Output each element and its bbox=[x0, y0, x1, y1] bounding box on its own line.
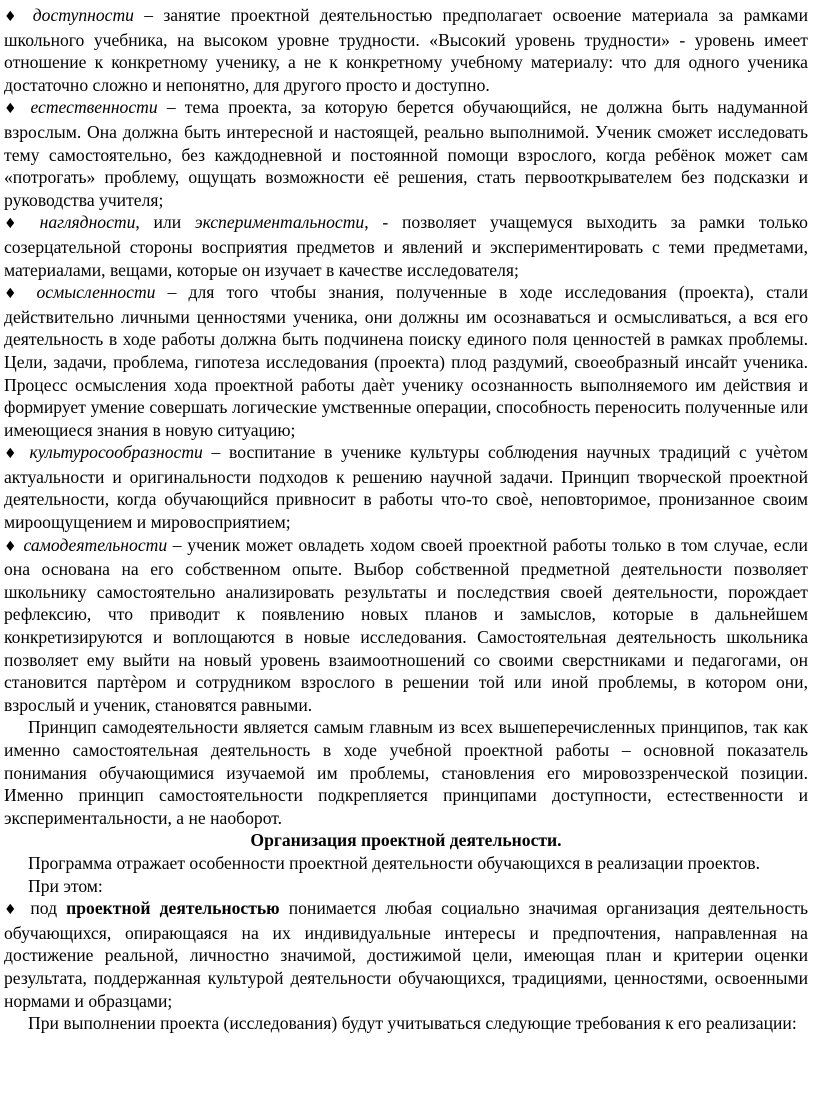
program-paragraph: Программа отражает особенности проектной деятельности обучающихся в реализации проектов. bbox=[28, 852, 760, 873]
principle-text: – занятие проектной деятельностью предполагает освоение материала за рамками школьного учебника, на высоком уровне трудности. «Высокий уровень трудности» - уровень имеет отношение к конкретному ученику, а не к конкретному учебному материалу: что для одного ученика достаточно сложно и непонятно, для другого просто и доступно. bbox=[4, 5, 808, 95]
principle-self-activity bbox=[4, 534, 808, 717]
principle-text: – для того чтобы знания, полученные в ходе исследования (проекта), стали действительно личными ценностями ученика, они должны им осознаваться и осмысливаться, а вся его деятельность в ходе работы должна быть подчинена поиску единого поля ценностей в рамках проблемы. Цели, задачи, проблема, гипотеза исследования (проекта) плод раздумий, своеобразный инсайт ученика. Процесс осмысления хода проектной работы даѐт ученику осознанность выполняемого им действия и формирует умение совершать логические умственные операции, способность переносить полученные или имеющиеся знания в новую ситуацию; bbox=[4, 282, 808, 440]
diamond-bullet-icon: ♦ bbox=[4, 286, 25, 303]
diamond-bullet-icon: ♦ bbox=[4, 446, 21, 463]
principle-text: – воспитание в ученике культуры соблюдения научных традиций с учѐтом актуальности и оригинальности подходов к решению научной задачи. Принцип творческой проектной деятельности, когда обучающийся привносит в работы что-то своѐ, неповторимое, пронизанное своим мироощущением и мировосприятием; bbox=[4, 442, 808, 533]
diamond-bullet-icon: ♦ bbox=[4, 902, 22, 919]
requirements-paragraph: При выполнении проекта (исследования) будут учитываться следующие требования к его реализации: bbox=[28, 1013, 797, 1034]
definition-lead: под bbox=[30, 898, 67, 919]
definition-paragraph bbox=[4, 897, 808, 1012]
principle-term: самодеятельности bbox=[23, 534, 168, 555]
principle-text: – ученик может овладеть ходом своей проектной работы только в том случае, если она основана на его собственном опыте. Выбор собственной предметной деятельности позволяет школьнику самостоятельно анализировать результаты и последствия своей деятельности, порождает рефлексию, что приводит к появлению новых планов и замыслов, которые в дальнейшем конкретизируются и воплощаются в новые исследования. Самостоятельная деятельность школьника позволяет ему выйти на новый уровень взаимоотношений со своими сверстниками и педагогами, он становится партѐром и сотрудником взрослого в решении той или иной проблемы, в котором они, взрослый и ученик, становятся равными. bbox=[4, 534, 808, 715]
principle-term: естественности bbox=[30, 97, 158, 118]
principle-term-secondary: экспериментальности bbox=[194, 212, 365, 233]
diamond-bullet-icon: ♦ bbox=[4, 9, 23, 25]
principle-visibility bbox=[4, 211, 808, 281]
principle-term: культуросообразности bbox=[29, 442, 203, 463]
at-that-line: При этом: bbox=[28, 875, 103, 896]
diamond-bullet-icon: ♦ bbox=[4, 216, 26, 233]
principle-summary-paragraph: Принцип самодеятельности является самым главным из всех вышеперечисленных принципов, так как именно самостоятельная деятельность в ходе учебной проектной работы – основной показатель понимания обучающимися изучаемой им проблемы, становления его мировоззренческой позиции. Именно принцип самостоятельности подкрепляется принципами доступности, естественности и экспериментальности, а не наоборот. bbox=[4, 717, 808, 828]
principle-term: наглядности bbox=[39, 212, 136, 233]
diamond-bullet-icon: ♦ bbox=[4, 101, 22, 118]
principle-meaningfulness bbox=[4, 281, 808, 441]
principle-term: осмысленности bbox=[36, 282, 156, 303]
principle-term: доступности bbox=[32, 5, 134, 25]
definition-text: понимается любая социально значимая организация деятельность обучающихся, опирающаяся на их индивидуальные интересы и предпочтения, направленная на достижение реальной, личностно значимой, достижимой цели, имеющая план и критерии оценки результата, поддержанная культурой деятельности обучающихся, традициями, ценностями, освоенными нормами и образцами; bbox=[4, 898, 808, 1011]
principle-text: , - позволяет учащемуся выходить за рамки только созерцательной стороны восприятия предметов и явлений и экспериментировать с теми предметами, материалами, вещами, которые он изучает в качестве исследователя; bbox=[4, 212, 808, 280]
principle-text: – тема проекта, за которую берется обучающийся, не должна быть надуманной взрослым. Она должна быть интересной и настоящей, реально выполнимой. Ученик сможет исследовать тему самостоятельно, без каждодневной и постоянной помощи взрослого, когда ребёнок может сам «потрогать» проблему, ощущать возможности её решения, стать первооткрывателем без подсказки и руководства учителя; bbox=[4, 97, 808, 210]
diamond-bullet-icon: ♦ bbox=[4, 538, 18, 555]
principle-naturalness bbox=[4, 96, 808, 211]
definition-term: проектной деятельностью bbox=[66, 898, 280, 919]
principle-accessibility bbox=[4, 4, 808, 96]
section-heading: Организация проектной деятельности. bbox=[250, 830, 562, 851]
principle-cultural-conformity bbox=[4, 441, 808, 533]
principle-connector: , или bbox=[135, 212, 195, 233]
